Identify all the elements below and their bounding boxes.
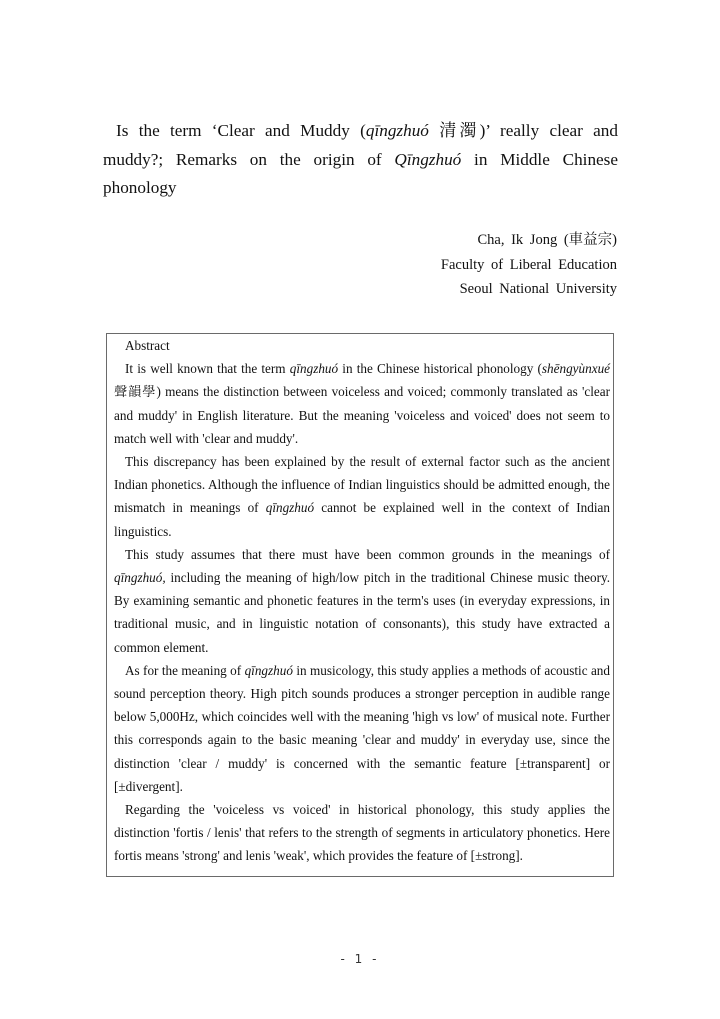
title-text-2: )’ really clear and muddy?; Remarks on the origin of [103,121,618,169]
abstract-p2-term: qīngzhuó [265,500,315,516]
title-term-hanzi: 清濁 [428,121,480,140]
title-text-1: Is the term ‘Clear and Muddy ( [116,121,366,140]
abstract-p1-text-3: 聲韻學) means the distinction between voiceless and voiced; commonly translated as 'clear and muddy' in English literature. But the meaning 'voiceless and voiced' does not seem to match well with 'clear and muddy'. [114,384,610,446]
abstract-paragraph-3 [114,543,610,659]
title-term-romanized: qīngzhuó [365,121,429,140]
abstract-paragraph-2 [114,450,610,543]
abstract-p1-term: qīngzhuó [289,361,339,377]
abstract-p4-text-1: As for the meaning of [125,662,245,678]
abstract-p1-text-1: It is well known that the term [125,361,290,377]
author-university: Seoul National University [459,281,617,297]
abstract-box [106,333,614,877]
abstract-paragraph-1 [114,357,610,450]
abstract-heading: Abstract [125,338,170,353]
page-number: - 1 - [340,952,380,966]
abstract-p3-text-2: including the meaning of high/low pitch in the traditional Chinese music theory. By examining semantic and phonetic features in the term's uses (in everyday expressions, in traditional music, and in linguistic notation of consonants), this study have extracted a common element. [114,570,610,655]
abstract-p4-text-2: in musicology, this study applies a methods of acoustic and sound perception theory. High pitch sounds produces a stronger perception in audible range below 5,000Hz, which coincides well with the meaning 'high vs low' of musical note. Further this corresponds again to the basic meaning 'clear and muddy' in everyday use, since the distinction 'clear / muddy' is concerned with the semantic feature [±transparent] or [±divergent]. [114,662,610,794]
abstract-p4-term: qīngzhuó [244,662,293,678]
abstract-paragraph-4 [114,659,610,798]
title-text-3: in Middle Chinese phonology [103,149,618,197]
abstract-p3-text-1: This study assumes that there must have been common grounds in the meanings of [125,546,610,562]
abstract-p3-term: qīngzhuó, [114,570,166,586]
title-origin-term: Qīngzhuó [394,149,462,169]
author-name: Cha, Ik Jong (車益宗) [477,232,617,248]
author-block [441,228,617,302]
author-faculty: Faculty of Liberal Education [440,256,617,273]
abstract-p1-text-2: in the Chinese historical phonology ( [338,361,542,377]
abstract-p2-text-2: cannot be explained well in the context of Indian linguistics. [114,500,610,539]
abstract-p1-term-2: shēngyùnxué [541,361,611,377]
abstract-p2-text-1: This discrepancy has been explained by the result of external factor such as the ancient Indian phonetics. Although the influence of Indian linguistics should be admitted enough, the mismatch in meanings of [114,454,610,516]
paper-title [103,117,618,203]
abstract-paragraph-5: Regarding the 'voiceless vs voiced' in historical phonology, this study applies the distinction 'fortis / lenis' that refers to the strength of segments in articulatory phonetics. Here fortis means 'strong' and lenis 'weak', which provides the feature of [±strong]. [114,802,610,864]
